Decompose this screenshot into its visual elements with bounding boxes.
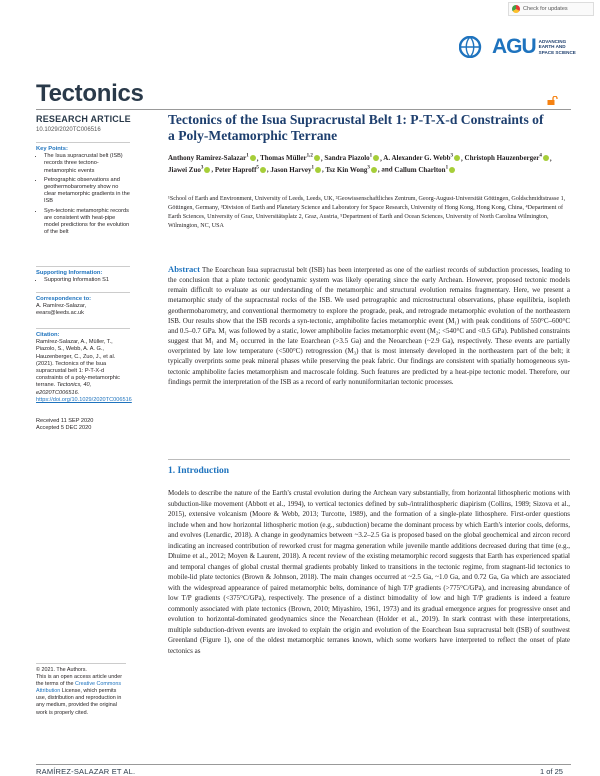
author xyxy=(215,166,267,174)
author-affiliation-marker: 1 xyxy=(369,154,373,159)
orcid-icon[interactable] xyxy=(204,167,210,173)
orcid-icon[interactable] xyxy=(454,155,460,161)
author-affiliation-marker: 1 xyxy=(311,165,314,171)
license xyxy=(36,663,126,717)
abstract xyxy=(168,264,570,387)
author-name: Jason Harvey xyxy=(270,165,312,174)
crossmark-icon xyxy=(512,5,520,13)
license-copyright: © 2021. The Authors. xyxy=(36,667,87,673)
author-name: Christoph Hauzenberger xyxy=(464,154,540,163)
license-text: This is an open access article under the terms of the xyxy=(36,674,122,688)
license-text-continued: License, which permits use, distribution and reproduction in any medium, provided the original work is properly cited. xyxy=(36,688,122,716)
article-type: RESEARCH ARTICLE xyxy=(36,114,131,124)
license-link[interactable]: Creative Commons Attribution xyxy=(36,681,122,695)
author-list: Anthony Ramírez-Salazar$^1$ , Thomas Müller$^{1,2}$ , Sandra Piazolo$^1$ , A. Alexander G. Webb$^3$ , Christoph Hauzenberger$^4$ , Jiawei Zuo$^3$ , Peter Haproff$^5$ , Jason Harvey$^1$ , Tsz Kin Wong$^3$ , and Callum Charlton$^1$ xyxy=(168,154,552,174)
author xyxy=(394,166,456,174)
key-point: • The Isua supracrustal belt (ISB) records three tectono-metamorphic events xyxy=(44,153,130,175)
author xyxy=(168,154,257,162)
author xyxy=(168,166,211,174)
header-divider xyxy=(36,109,571,110)
orcid-icon[interactable] xyxy=(315,167,321,173)
correspondence-name: A. Ramírez-Salazar, xyxy=(36,303,87,310)
author-affiliation-marker: 1 xyxy=(246,154,249,159)
orcid-icon[interactable] xyxy=(449,167,455,173)
article-title: Tectonics of the Isua Supracrustal Belt 1: P-T-X-d Constraints of a Poly-Metamorphic Terrane xyxy=(168,112,544,143)
supporting-information xyxy=(36,266,130,286)
agu-logo xyxy=(459,35,576,59)
author-name: A. Alexander G. Webb xyxy=(383,154,451,163)
divider xyxy=(36,142,130,143)
divider xyxy=(36,292,130,293)
key-point: • Syn-tectonic metamorphic records are consistent with heat-pipe model predictions for the evolution of the belt xyxy=(44,208,130,237)
author-affiliation-marker: 1,2 xyxy=(306,154,313,159)
agu-wordmark: AGU xyxy=(492,35,536,58)
author xyxy=(465,154,550,162)
journal-title: Tectonics xyxy=(36,80,144,107)
key-points xyxy=(36,142,130,238)
affiliations: ¹School of Earth and Environment, University of Leeds, Leeds, UK, ²Geowissenschaftliches Zentrum, Georg-August-Universität Göttingen, Goldschmidtstrasse 1, Göttingen, Germany, ³Division of Earth and Planetary Science and Laboratory for Space Research, University of Hong Kong, Hong Kong, China, ⁴Department of Earth Sciences, University of Graz, Universitätsplatz 2, Graz, Austria, ⁵Department of Earth and Ocean Sciences, University of North Carolina Wilmington, Wilmington, NC, USA xyxy=(168,196,566,229)
author-affiliation-marker: 3 xyxy=(367,165,370,171)
supporting-item[interactable]: • Supporting Information S1 xyxy=(44,277,130,284)
divider xyxy=(36,663,126,664)
author xyxy=(270,166,322,174)
globe-icon xyxy=(459,36,489,58)
author-affiliation-marker: 3 xyxy=(450,154,454,159)
author xyxy=(260,154,321,162)
author xyxy=(325,166,378,174)
citation-heading: Citation: xyxy=(36,332,60,338)
author-name: Tsz Kin Wong xyxy=(325,165,368,174)
running-head: RAMÍREZ-SALAZAR ET AL. xyxy=(36,767,136,776)
citation-journal: Tectonics, 40, e2020TC006516. xyxy=(36,382,92,396)
article-doi: 10.1029/2020TC006516 xyxy=(36,127,101,133)
dates xyxy=(36,418,130,432)
orcid-icon[interactable] xyxy=(260,167,266,173)
author-name: Jiawei Zuo xyxy=(168,165,201,174)
author-name: Anthony Ramírez-Salazar xyxy=(168,154,247,163)
open-access-lock-icon xyxy=(547,96,558,105)
section-heading-introduction: 1. Introduction xyxy=(168,466,230,476)
introduction-text: Models to describe the nature of the Earth's crustal evolution during the Archean vary substantially, from horizontal lithospheric motions with subduction-like movement (Abbott et al., 1994), to vertical tectonics defined by sub-/intralithospheric diapirism (Collins, 1989; Sizova et al., 2015), extensive volcanism (Moore & Webb, 2013; Turcotte, 1989), and the formation of a single-plate lithosphere. First-order questions include when and how horizontal lithospheric motion (e.g., subduction) became the dominant process by which Earth's interior cools, deforms, and evolves (Lenardic, 2018). A change in geodynamics between ~3.2–2.5 Ga is proposed based on the global geochemical and zircon record indicating an increased contribution of reworked crust for magma generation while juvenile mantle additions decreased during that time (e.g., Dhuime et al., 2012; Moyen & Laurent, 2018). A recent review of the existing metamorphic record suggests that Earth has experienced spatial and temporal changes of global crustal thermal gradients probably linked to transitions in the tectonic regime, from stagnant-lid tectonics to mobile-lid plate tectonics (Brown & Johnson, 2018). The main changes occurred at ~2.5 Ga, ~1.0 Ga, and 0.72 Ga, Ga which are associated with the widespread appearance of paired metamorphic belts, dominance of high T/P gradients (>775°C/GPa), and increasing abundance of low T/P gradients (<375°C/GPa), respectively. The presence of a distinct bimodality of low and high T/P gradients is indeed a feature commonly associated with plate tectonics (Brown, 2010; Miyashiro, 1961, 1973) and its gradual emergence argues for progressive onset and evolution to horizontal-dominated geodynamics since the Neoarchean (Holder et al., 2019). In stark contrast with these interpretations, multiple subduction-driven events are invoked to explain the origin and evolution of the Eoarchean Isua supracrustal belt (ISB) of southwest Greenland (Figure 1), one of the oldest metamorphic terranes known, which some workers have interpreted to reflect the onset of plate tectonics as xyxy=(168,489,570,655)
citation-text: Ramírez-Salazar, A., Müller, T., Piazolo, S., Webb, A. A. G., Hauzenberger, C., Zuo, J., et al. (2021). Tectonics of the Isua supracrustal belt 1: P-T-X-d constraints of a poly-metamorphic terrane. xyxy=(36,339,120,389)
check-for-updates-button[interactable] xyxy=(508,2,594,16)
key-point: • Petrographic observations and geothermobarometry show no clear metamorphic gradients in the ISB xyxy=(44,177,130,206)
author-name: Thomas Müller xyxy=(260,154,307,163)
orcid-icon[interactable] xyxy=(543,155,549,161)
correspondence-heading: Correspondence to: xyxy=(36,296,92,302)
author-name: Sandra Piazolo xyxy=(324,154,370,163)
author-affiliation-marker: 1 xyxy=(445,165,449,171)
author-name: Peter Haproff xyxy=(214,165,257,174)
author-affiliation-marker: 3 xyxy=(200,165,204,171)
footer-divider xyxy=(36,764,571,765)
divider xyxy=(36,266,130,267)
correspondence xyxy=(36,292,130,318)
orcid-icon[interactable] xyxy=(314,155,320,161)
abstract-heading: Abstract xyxy=(168,264,200,274)
section-divider xyxy=(168,459,570,460)
author-name: Callum Charlton xyxy=(394,165,446,174)
accepted-date: Accepted 5 DEC 2020 xyxy=(36,425,92,432)
orcid-icon[interactable] xyxy=(250,155,256,161)
agu-tagline: ADVANCING EARTH AND SPACE SCIENCE xyxy=(538,38,576,55)
divider xyxy=(36,328,130,329)
author xyxy=(324,154,380,162)
citation-doi-link[interactable]: https://doi.org/10.1029/2020TC006516 xyxy=(36,396,132,403)
check-for-updates-label: Check for updates xyxy=(523,6,568,12)
author-affiliation-marker: 5 xyxy=(256,165,259,171)
abstract-text: The Eoarchean Isua supracrustal belt (ISB) has been interpreted as one of the earliest records of subduction processes, leading to the conclusion that a plate tectonic geodynamic system was likely operating since the early Archean. However, proposed tectonic models remain difficult to evaluate as our understanding of the metamorphic and structural evolution remains fragmentary. Here, we present a metamorphic study of the supracrustal rocks of the ISB. We used petrographic and microstructural observations, phase equilibria, isopleth geothermobarometry, and conventional thermometry to explore the prograde, peak, and retrograde metamorphic evolution of the northeastern ISB. Our results show that the ISB records a syn-tectonic, amphibolite facies metamorphic event (M₁) with peak conditions of 550°C–600°C and 0.5–0.7 GPa. M₁ was followed by a static, lower amphibolite facies metamorphic event (M₂; <540°C and <0.5 GPa). Published constraints suggest that M₁ and M₂ occurred in the late Eoarchean (>3.5 Ga) and the Neoarchean (~2.9 Ga), respectively. These events are partially overprinted by late low temperature (<500°C) retrogression (M₃) that is most intensely developed in the northeastern part of the belt; it typically overprints some peak mineral phases while preserving the peak fabric. Our findings are consistent with spatially homogeneous syn-tectonic amphibolite facies metamorphism and macroscale folding. Such features are predicted by a heat-pipe tectonic model. Therefore, our findings permit the interpretation of the ISB as a record of early nonuniformitarian tectonic processes. xyxy=(168,266,571,386)
author xyxy=(383,154,461,162)
citation xyxy=(36,328,130,404)
supporting-heading: Supporting Information: xyxy=(36,270,103,276)
key-points-heading: Key Points: xyxy=(36,146,68,152)
author-affiliation-marker: 4 xyxy=(539,154,542,159)
orcid-icon[interactable] xyxy=(371,167,377,173)
received-date: Received 11 SEP 2020 xyxy=(36,418,94,424)
page-number: 1 of 25 xyxy=(540,767,563,776)
orcid-icon[interactable] xyxy=(373,155,379,161)
correspondence-email[interactable]: eears@leeds.ac.uk xyxy=(36,310,84,317)
